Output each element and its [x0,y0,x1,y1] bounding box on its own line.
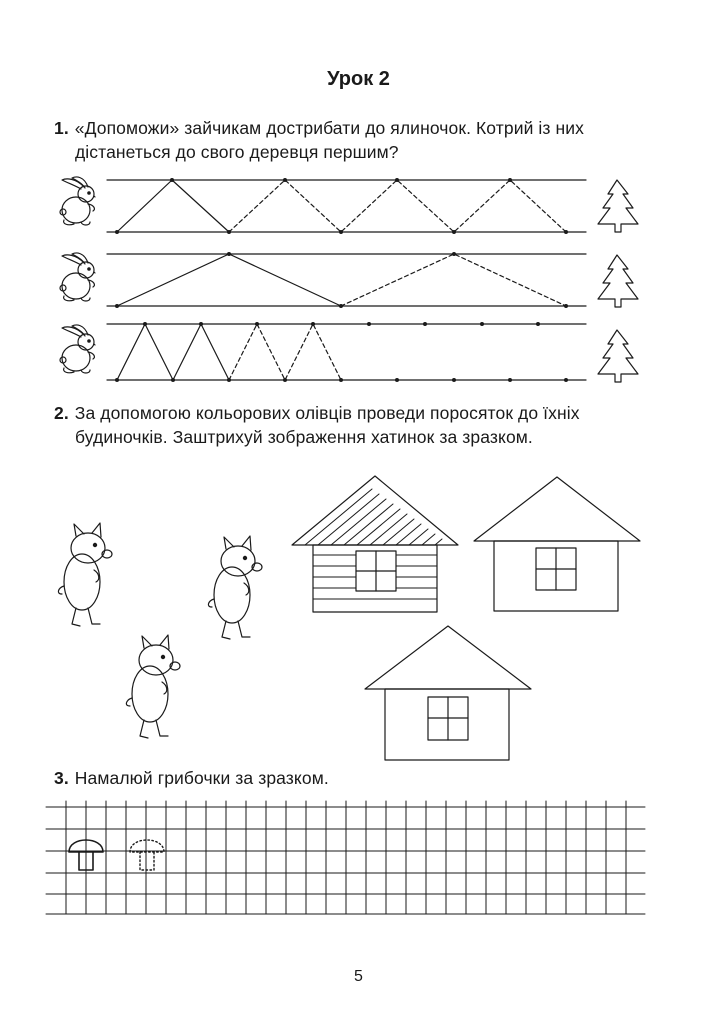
rabbit-icon [60,253,95,301]
drawing-grid [46,801,645,914]
piglet-icon [126,635,180,738]
lesson-title: Урок 2 [327,68,390,90]
task-2-line-2: будиночків. Заштрихуй зображення хатинок за зразком. [75,427,533,447]
task-3-number: 3. [54,768,69,788]
rabbit-icon [60,325,95,373]
task-3-line-1: Намалюй грибочки за зразком. [74,768,329,788]
rabbit-jumps-row-3 [115,322,568,382]
fir-tree-icon [598,330,638,382]
mushroom-icon-dotted [130,840,164,870]
task-2-number: 2. [54,403,69,423]
house-icon-shaded [292,476,458,612]
page-number: 5 [354,968,363,985]
task-1-lines [107,180,586,380]
piglet-icon [208,536,262,639]
rabbit-jumps-row-1 [115,178,568,234]
fir-tree-icon [598,180,638,232]
task-1-line-2: дістанеться до свого деревця першим? [75,142,399,162]
task-2-line-1: За допомогою кольорових олівців проведи поросяток до їхніх [74,403,580,423]
task-1-line-1: «Допоможи» зайчикам дострибати до ялиночок. Котрий із них [74,118,584,138]
house-icon [474,477,640,611]
house-icon [365,626,531,760]
rabbit-jumps-row-2 [115,252,568,308]
rabbit-icon [60,177,95,225]
piglet-icon [58,523,112,626]
fir-tree-icon [598,255,638,307]
task-1-number: 1. [54,118,69,138]
